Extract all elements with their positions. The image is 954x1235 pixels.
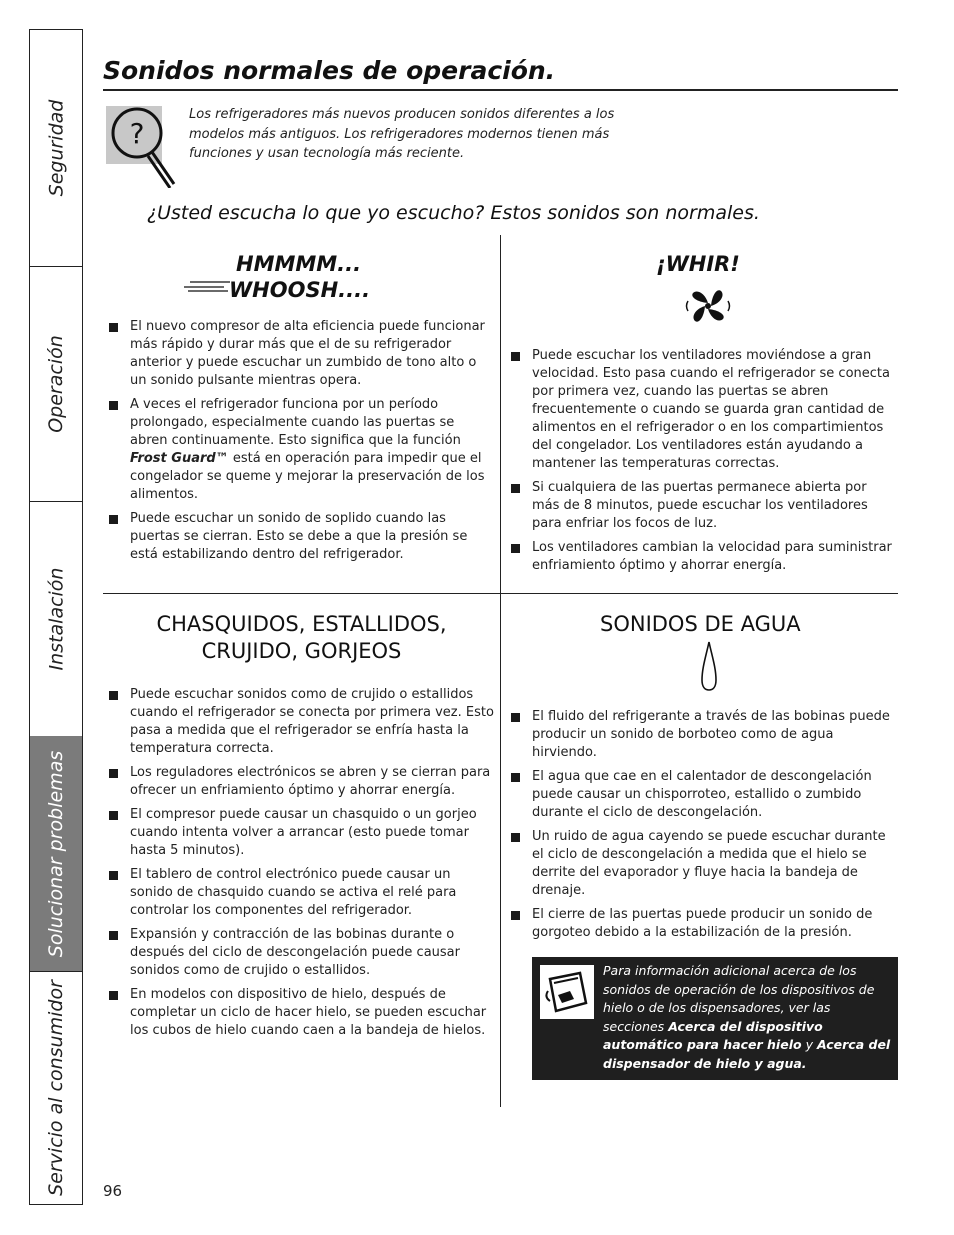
ice-maker-icon (540, 965, 594, 1019)
list-item: El cierre de las puertas puede producir un sonido de gorgoteo debido a la estabilización de la presión. (508, 906, 898, 942)
column-divider (500, 235, 501, 1107)
hmmm-heading: HMMMM... (236, 252, 362, 276)
list-item: El fluido del refrigerante a través de las bobinas puede producir un sonido de borboteo como de agua hirviendo. (508, 708, 898, 762)
info-callout (532, 957, 898, 1080)
list-item: A veces el refrigerador funciona por un período prolongado, especialmente cuando las puertas se abren continuamente. Esto significa que la función Frost Guard™ está en operación para impedir que el congelador se queme y mejorar la preservación de los alimentos. (106, 396, 492, 504)
list-item: El tablero de control electrónico puede causar un sonido de chasquido cuando se activa el relé para controlar los componentes del refrigerador. (106, 866, 496, 920)
list-item: El compresor puede causar un chasquido o un gorjeo cuando intenta volver a arrancar (esto puede tomar hasta 5 minutos). (106, 806, 496, 860)
list-item: Expansión y contracción de las bobinas durante o después del ciclo de descongelación puede causar sonidos como de crujido o estallidos. (106, 926, 496, 980)
svg-text:?: ? (129, 117, 145, 150)
list-item: Los reguladores electrónicos se abren y se cierran para ofrecer un enfriamiento óptimo y ahorrar energía. (106, 764, 496, 800)
tab-seguridad[interactable] (30, 30, 82, 266)
list-item: Puede escuchar un sonido de soplido cuando las puertas se cierran. Esto se debe a que la presión se está estabilizando dentro del refrigerador. (106, 510, 492, 564)
magnifier-question-icon (106, 106, 180, 188)
list-item: El nuevo compresor de alta eficiencia puede funcionar más rápido y durar más que el de su refrigerador anterior y puede escuchar un zumbido de tono alto o un sonido pulsante mientras opera. (106, 318, 492, 390)
page-number: 96 (103, 1182, 123, 1200)
list-item: Los ventiladores cambian la velocidad para suministrar enfriamiento óptimo y ahorrar energía. (508, 539, 898, 575)
tab-label: Solucionar problemas (45, 750, 67, 957)
tab-label: Operación (45, 334, 67, 433)
whoosh-icon (184, 278, 230, 297)
list-item: Puede escuchar sonidos como de crujido o estallidos cuando el refrigerador se conecta por primera vez. Esto pasa a medida que el refrigerador se enfría hasta la temperatura correcta. (106, 686, 496, 758)
list-item: Puede escuchar los ventiladores moviéndose a gran velocidad. Esto pasa cuando el refrigerador se conecta por primera vez, cuando las puertas se abren frecuentemente o cuando se guarda gran cantidad de alimentos en el refrigerador o en los compartimientos del congelador. Los ventiladores están ayudando a mantener las temperaturas correctas. (508, 347, 898, 473)
side-tabs (29, 29, 83, 1205)
chasquidos-heading-line1: CHASQUIDOS, ESTALLIDOS, (156, 612, 447, 636)
tab-label: Servicio al consumidor (45, 980, 67, 1196)
tab-instalacion[interactable] (30, 501, 82, 736)
water-drop-icon (700, 640, 718, 696)
page-title: Sonidos normales de operación. (103, 56, 556, 85)
ice-maker-section-link: Acerca del dispositivo automático para hacer hielo (603, 1018, 823, 1052)
tab-label: Seguridad (45, 99, 67, 197)
section-subtitle: ¿Usted escucha lo que yo escucho? Estos sonidos son normales. (147, 202, 760, 224)
agua-list (508, 708, 898, 948)
list-item: En modelos con dispositivo de hielo, después de completar un ciclo de hacer hielo, se pueden escuchar los cubos de hielo cuando caen a la bandeja de hielos. (106, 986, 496, 1040)
list-item: El agua que cae en el calentador de descongelación puede causar un chisporroteo, estallido o zumbido durante el ciclo de descongelación. (508, 768, 898, 822)
frost-guard-label: Frost Guard™ (130, 451, 229, 466)
whir-heading: ¡WHIR! (656, 252, 740, 276)
tab-solucionar-problemas[interactable] (30, 736, 82, 971)
tab-servicio-consumidor[interactable] (30, 971, 82, 1205)
agua-heading: SONIDOS DE AGUA (600, 612, 801, 636)
whir-list (508, 347, 898, 581)
chasquidos-heading-line2: CRUJIDO, GORJEOS (201, 639, 402, 663)
whoosh-heading: WHOOSH.... (229, 278, 371, 302)
tab-label: Instalación (45, 567, 68, 670)
title-divider (103, 89, 898, 91)
row-divider (103, 593, 898, 594)
chasquidos-list (106, 686, 496, 1046)
hmmm-list (106, 318, 492, 570)
dispenser-section-link: Acerca del dispensador de hielo y agua. (603, 1037, 891, 1071)
intro-text: Los refrigeradores más nuevos producen sonidos diferentes a los modelos más antiguos. Los refrigeradores modernos tienen más funciones y usan tecnología más reciente. (189, 107, 615, 161)
chasquidos-heading (103, 611, 500, 665)
tab-operacion[interactable] (30, 266, 82, 501)
callout-text: Para información adicional acerca de los sonidos de operación de los dispositivos de hielo o de los dispensadores, ver las secciones Acerca del dispositivo automático para hacer hielo y Acerca del dispensador de hielo y agua. (603, 963, 891, 1071)
fan-icon (683, 281, 733, 335)
list-item: Un ruido de agua cayendo se puede escuchar durante el ciclo de descongelación a medida que el hielo se derrite del evaporador y fluye hacia la bandeja de drenaje. (508, 828, 898, 900)
list-item: Si cualquiera de las puertas permanece abierta por más de 8 minutos, puede escuchar los ventiladores para enfriar los focos de luz. (508, 479, 898, 533)
